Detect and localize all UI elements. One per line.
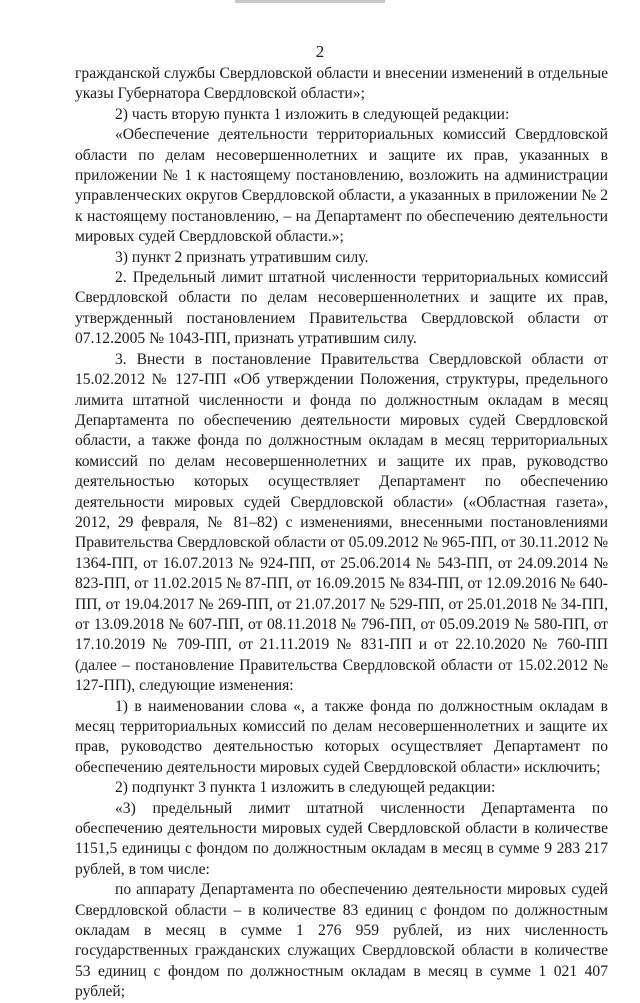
paragraph-limit: «3) предельный лимит штатной численности Департамента по обеспечению деятельности мировых судей Свердловской области в количестве 1151,5 единицы с фондом по должностным окладам в месяц в сумме 9 283 217 рублей, в том числе: xyxy=(75,799,608,878)
paragraph-item-2: 2) часть вторую пункта 1 изложить в следующей редакции: xyxy=(115,105,510,123)
paragraph-change-2: 2) подпункт 3 пункта 1 изложить в следующей редакции: xyxy=(115,779,496,797)
paragraph-continuation: гражданской службы Свердловской области и внесении изменений в отдельные указы Губернатора Свердловской области»; xyxy=(75,65,608,103)
scan-edge-artifact xyxy=(235,0,385,3)
paragraph-quoted-text: «Обеспечение деятельности территориальных комиссий Свердловской области по делам несовершеннолетних и защите их прав, указанных в приложении № 1 к настоящему постановлению, возложить на администрации управленческих округов Свердловской области, а указанных в приложении № 2 к настоящему постановлению, – на Департамент по обеспечению деятельности мировых судей Свердловской области.»; xyxy=(75,126,608,246)
document-body xyxy=(75,64,608,1003)
page-number: 2 xyxy=(315,42,325,61)
paragraph-change-1: 1) в наименовании слова «, а также фонда по должностным окладам в месяц территориальных комиссий по делам несовершеннолетних и защите их прав, руководство деятельностью которых осуществляет Департамент по обеспечению деятельности мировых судей Свердловской области» исключить; xyxy=(75,697,608,776)
paragraph-item-3: 3) пункт 2 признать утратившим силу. xyxy=(115,248,369,266)
paragraph-section-3: 3. Внести в постановление Правительства Свердловской области от 15.02.2012 № 127-ПП «Об утверждении Положения, структуры, предельного лимита штатной численности и фонда по должностным окладам в месяц Департамента по обеспечению деятельности мировых судей Свердловской области, а также фонда по должностным окладам в месяц территориальных комиссий по делам несовершеннолетних и защите их прав, руководство деятельностью которых осуществляет Департамент по обеспечению деятельности мировых судей Свердловской области» («Областная газета», 2012, 29 февраля, № 81–82) с изменениями, внесенными постановлениями Правительства Свердловской области от 05.09.2012 № 965-ПП, от 30.11.2012 № 1364-ПП, от 16.07.2013 № 924-ПП, от 25.06.2014 № 543-ПП, от 24.09.2014 № 823-ПП, от 11.02.2015 № 87-ПП, от 16.09.2015 № 834-ПП, от 12.09.2016 № 640-ПП, от 19.04.2017 № 269-ПП, от 21.07.2017 № 529-ПП, от 25.01.2018 № 34-ПП, от 13.09.2018 № 607-ПП, от 08.11.2018 № 796-ПП, от 05.09.2019 № 580-ПП, от 17.10.2019 № 709-ПП, от 21.11.2019 № 831-ПП и от 22.10.2020 № 760-ПП (далее – постановление Правительства Свердловской области от 15.02.2012 № 127-ПП), следующие изменения: xyxy=(75,350,608,695)
paragraph-apparatus: по аппарату Департамента по обеспечению деятельности мировых судей Свердловской области – в количестве 83 единиц с фондом по должностным окладам в месяц в сумме 1 276 959 рублей, из них численность государственных гражданских служащих Свердловской области в количестве 53 единиц с фондом по должностным окладам в месяц в сумме 1 021 407 рублей; xyxy=(75,881,608,1001)
paragraph-section-2: 2. Предельный лимит штатной численности территориальных комиссий Свердловской области по делам несовершеннолетних и защите их прав, утвержденный постановлением Правительства Свердловской области от 07.12.2005 № 1043-ПП, признать утратившим силу. xyxy=(75,269,608,348)
